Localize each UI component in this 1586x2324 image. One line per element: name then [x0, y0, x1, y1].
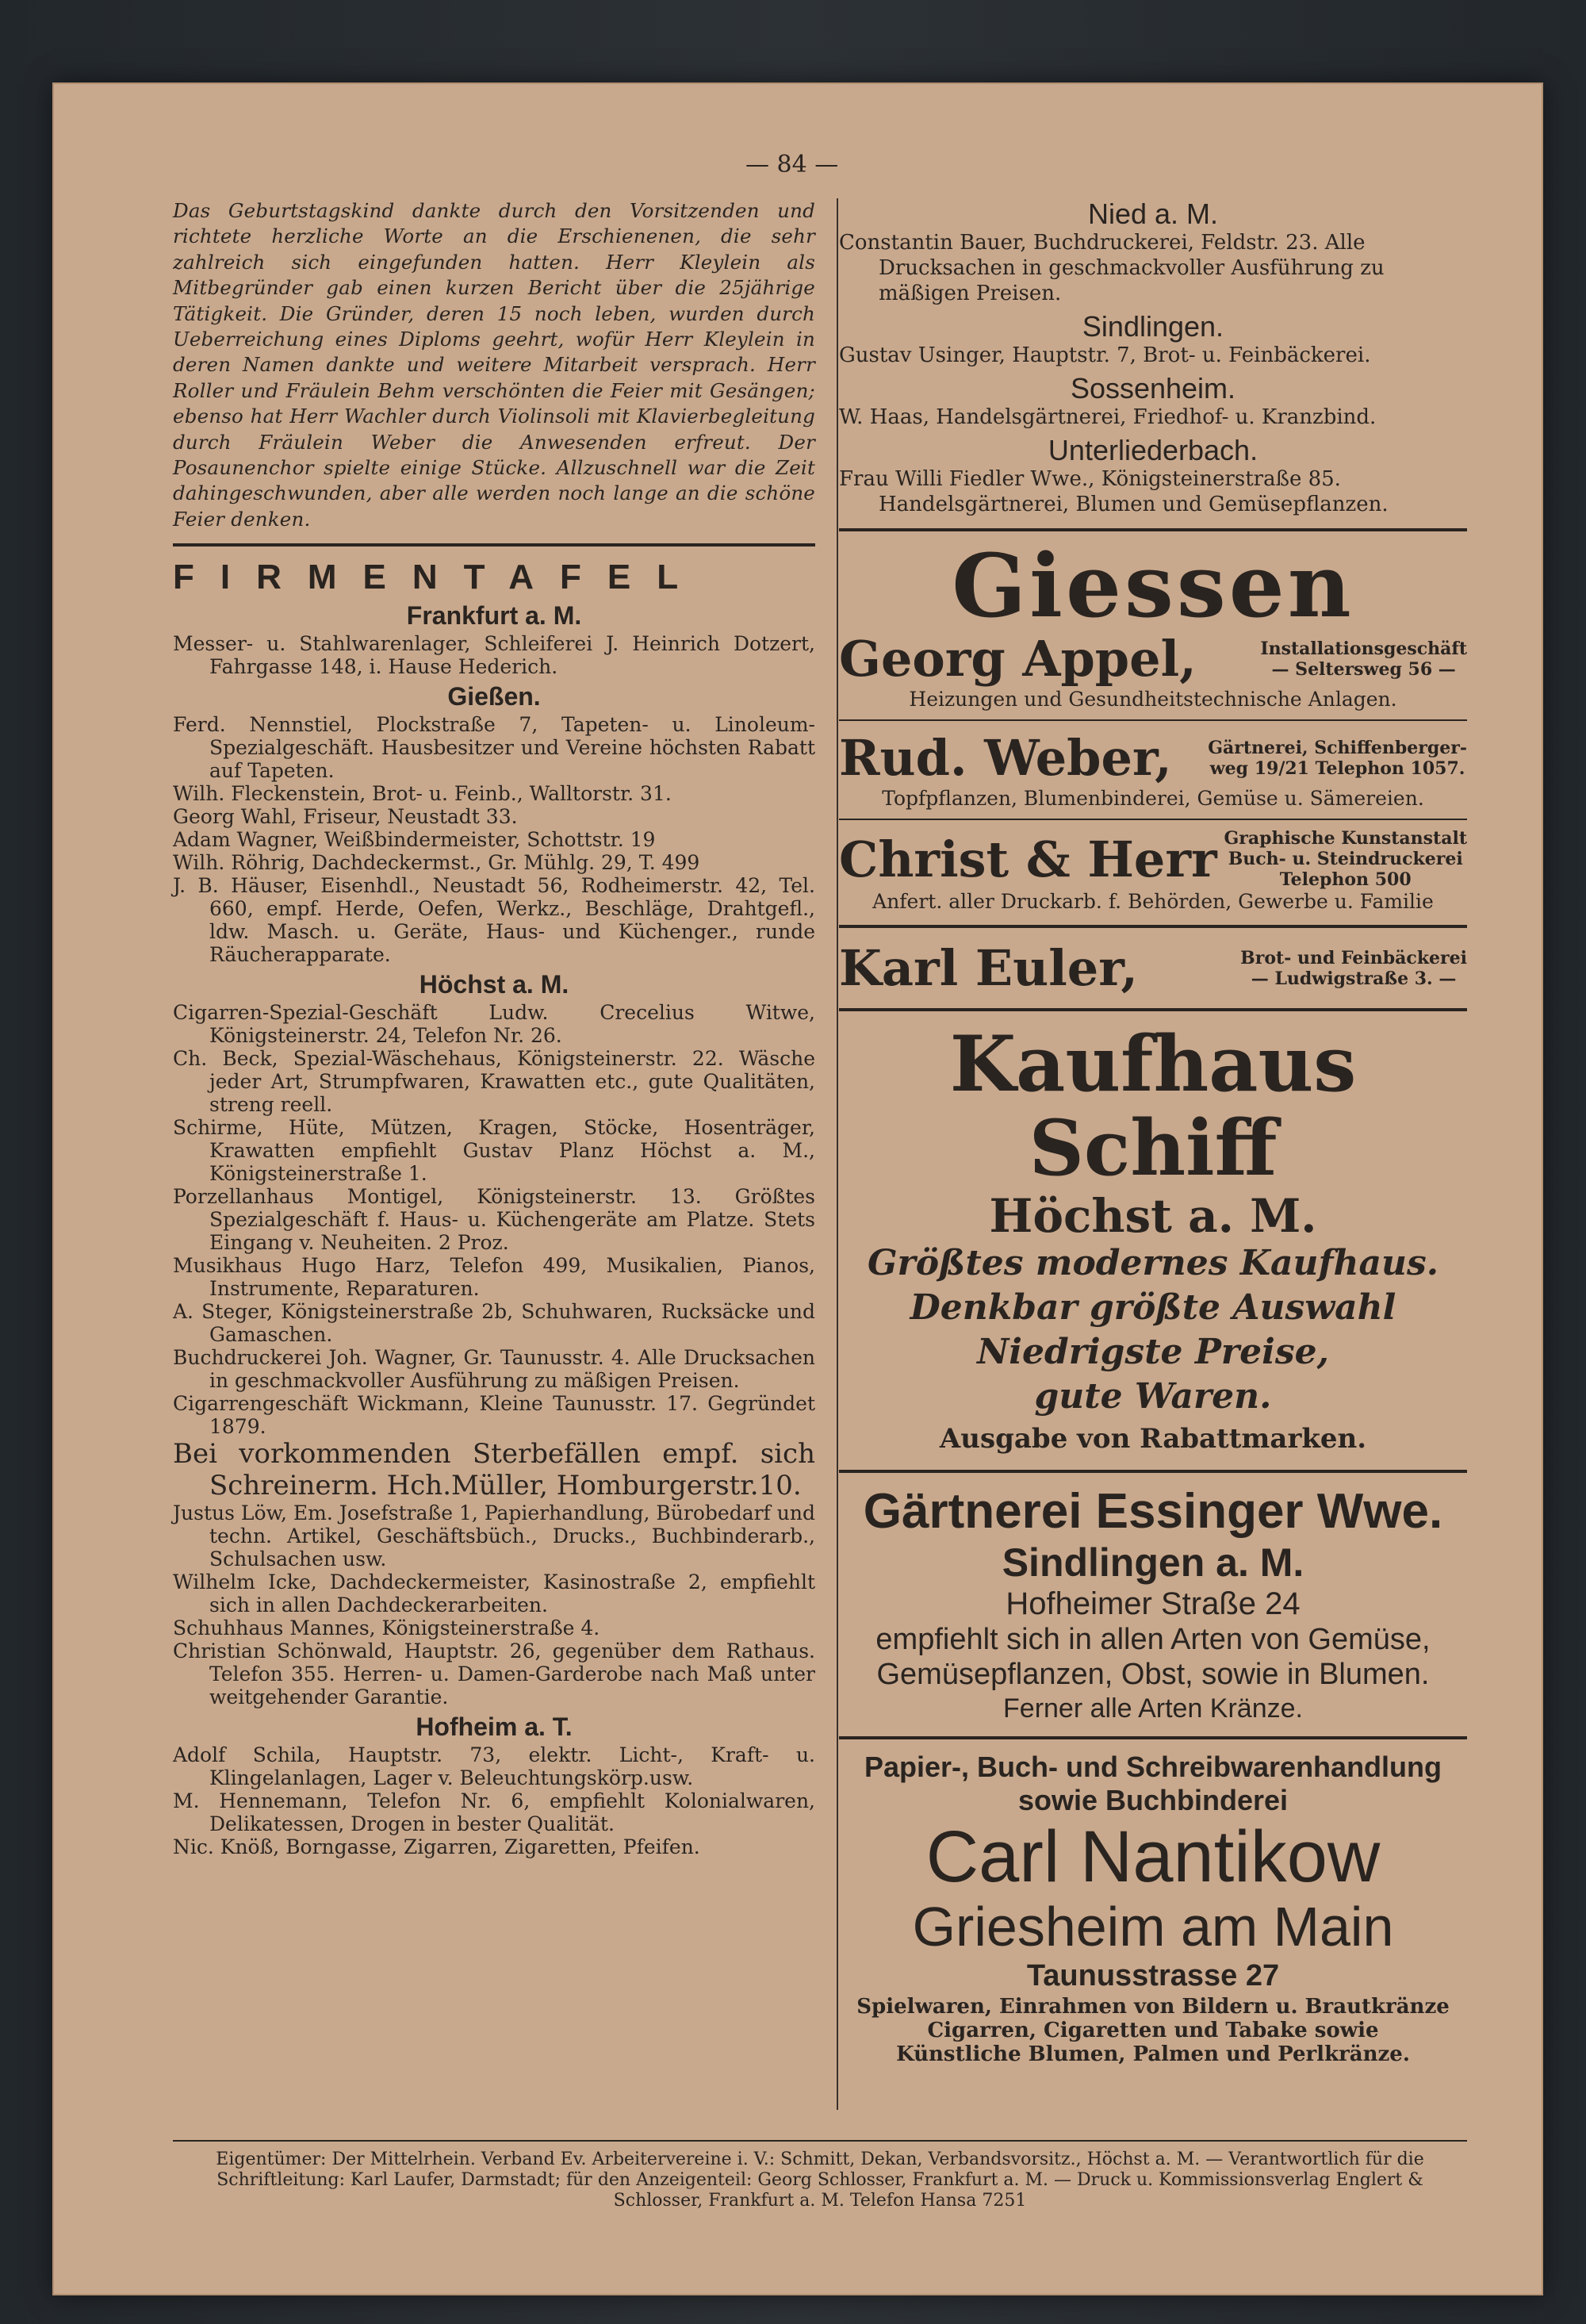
city-heading: Hofheim a. T.: [416, 1712, 573, 1742]
divider: [839, 1736, 1467, 1739]
list-item: Georg Wahl, Friseur, Neustadt 33.: [173, 805, 518, 829]
kaufhaus-line-2: Denkbar größte Auswahl: [910, 1287, 1396, 1328]
column-divider: [837, 198, 838, 2110]
kaufhaus-title: Kaufhaus Schiff: [949, 1019, 1357, 1193]
christ-side: [1224, 828, 1467, 890]
kaufhaus-line-1: Größtes modernes Kaufhaus.: [867, 1243, 1439, 1283]
footer-imprint: [173, 2132, 1467, 2211]
nantikow-line-3: Spielwaren, Einrahmen von Bildern u. Brautkränze: [856, 1995, 1450, 2019]
euler-name: Karl Euler,: [839, 939, 1138, 997]
city-heading: Sindlingen.: [1082, 310, 1224, 343]
firmentafel-heading: FIRMENTAFEL: [173, 558, 705, 597]
list-item: Cigarrengeschäft Wickmann, Kleine Taunusstr. 17. Gegründet 1879.: [173, 1392, 815, 1439]
nantikow-ad: [839, 1751, 1467, 2066]
city-heading: Gießen.: [447, 682, 541, 711]
city-heading: Sossenheim.: [1070, 372, 1236, 405]
euler-side: [1240, 948, 1467, 989]
city-heading: Unterliederbach.: [1048, 434, 1258, 466]
intro-paragraph: Das Geburtstagskind dankte durch den Vorsitzenden und richtete herzliche Worte an die Erschienenen, die sehr zahlreich sich eingefunden hatten. Herr Kleylein als Mitbegründer gab einen kurzen Bericht über die 25jährige Tätigkeit. Die Gründer, deren 15 noch leben, wurden durch Ueberreichung eines Diploms geehrt, wofür Herr Kleylein in deren Namen dankte und weitere Mitarbeit versprach. Herr Roller und Fräulein Behm verschönten die Feier mit Gesängen; ebenso hat Herr Wachler durch Violinsoli mit Klavierbegleitung durch Fräulein Weber die Anwesenden erfreut. Der Posaunenchor spielte einige Stücke. Allzuschnell war die Zeit dahingeschwunden, aber alle werden noch lange an die schöne Feier denken.: [173, 199, 815, 531]
appel-side-1: Installationsgeschäft: [1260, 638, 1467, 659]
list-item: Schirme, Hüte, Mützen, Kragen, Stöcke, Hosenträger, Krawatten empfiehlt Gustav Planz Höchst a. M., Königsteinerstraße 1.: [173, 1116, 815, 1186]
divider: [839, 1008, 1467, 1011]
nantikow-line-1: Papier-, Buch- und Schreibwarenhandlung: [864, 1751, 1442, 1783]
weber-ad: [839, 729, 1467, 811]
weber-side: [1208, 738, 1467, 779]
list-item: Adam Wagner, Weißbindermeister, Schottstr. 19: [173, 828, 656, 852]
left-column: [173, 198, 815, 1858]
kaufhaus-line-3: Niedrigste Preise,: [977, 1332, 1329, 1372]
list-item: M. Hennemann, Telefon Nr. 6, empfiehlt Kolonialwaren, Delikatessen, Drogen in bester Qualität.: [173, 1789, 815, 1836]
divider: [839, 719, 1467, 721]
essinger-street: Hofheimer Straße 24: [1006, 1586, 1301, 1621]
weber-side-1: Gärtnerei, Schiffenberger-: [1208, 737, 1467, 758]
list-item: Porzellanhaus Montigel, Königsteinerstr. 13. Größtes Spezialgeschäft f. Haus- u. Küchengeräte am Platze. Stets Eingang v. Neuheiten. 2 Proz.: [173, 1185, 815, 1255]
right-column: [839, 198, 1467, 2066]
list-item: W. Haas, Handelsgärtnerei, Friedhof- u. Kranzbind.: [839, 405, 1377, 429]
giessen-title: Giessen: [952, 535, 1354, 637]
appel-side-2: — Seltersweg 56 —: [1271, 658, 1456, 680]
christ-ad: [839, 828, 1467, 914]
list-item: Wilh. Fleckenstein, Brot- u. Feinb., Walltorstr. 31.: [173, 782, 672, 806]
nantikow-street: Taunusstrasse 27: [1026, 1959, 1280, 1992]
christ-side-2: Buch- u. Steindruckerei: [1228, 849, 1463, 869]
weber-side-2: weg 19/21 Telephon 1057.: [1209, 757, 1465, 779]
divider: [173, 543, 815, 546]
essinger-line-2: Gemüsepflanzen, Obst, sowie in Blumen.: [876, 1658, 1430, 1691]
nantikow-city: Griesheim am Main: [912, 1896, 1394, 1958]
list-item: Musikhaus Hugo Harz, Telefon 499, Musikalien, Pianos, Instrumente, Reparaturen.: [173, 1254, 815, 1301]
list-item: Adolf Schila, Hauptstr. 73, elektr. Licht-, Kraft- u. Klingelanlagen, Lager v. Beleuchtungskörp.usw.: [173, 1743, 815, 1790]
euler-side-2: — Ludwigstraße 3. —: [1251, 968, 1457, 989]
list-item: Messer- u. Stahlwarenlager, Schleiferei J. Heinrich Dotzert, Fahrgasse 148, i. Hause Hederich.: [173, 632, 815, 679]
list-item: Gustav Usinger, Hauptstr. 7, Brot- u. Feinbäckerei.: [839, 343, 1371, 367]
list-item: J. B. Häuser, Eisenhdl., Neustadt 56, Rodheimerstr. 42, Tel. 660, empf. Herde, Oefen, Werkz., Beschläge, Drahtgefl., ldw. Masch. u. Geräte, Haus- und Küchenger., runde Räucherapparate.: [173, 874, 815, 967]
kaufhaus-line-5: Ausgabe von Rabattmarken.: [939, 1423, 1367, 1455]
giessen-ad-block: [839, 535, 1467, 711]
city-heading: Frankfurt a. M.: [406, 601, 582, 631]
list-item: Wilhelm Icke, Dachdeckermeister, Kasinostraße 2, empfiehlt sich in allen Dachdeckerarbeiten.: [173, 1570, 815, 1617]
list-item: Cigarren-Spezial-Geschäft Ludw. Crecelius Witwe, Königsteinerstr. 24, Telefon Nr. 26.: [173, 1001, 815, 1048]
nantikow-name: Carl Nantikow: [925, 1816, 1381, 1897]
city-heading: Nied a. M.: [1087, 198, 1219, 230]
essinger-line-3: Ferner alle Arten Kränze.: [1003, 1693, 1303, 1724]
list-item: Nic. Knöß, Borngasse, Zigarren, Zigaretten, Pfeifen.: [173, 1835, 700, 1859]
list-item: Ch. Beck, Spezial-Wäschehaus, Königsteinerstr. 22. Wäsche jeder Art, Strumpfwaren, Krawatten etc., gute Qualitäten, streng reell.: [173, 1047, 815, 1117]
divider: [839, 528, 1467, 531]
euler-side-1: Brot- und Feinbäckerei: [1240, 947, 1467, 968]
sterbefaelle-notice: Bei vorkommenden Sterbefällen empf. sich Schreinerm. Hch.Müller, Homburgerstr.10.: [173, 1438, 815, 1502]
christ-line: Anfert. aller Druckarb. f. Behörden, Gewerbe u. Familie: [872, 890, 1434, 913]
divider: [839, 925, 1467, 928]
kaufhaus-ad: [839, 1019, 1467, 1459]
nantikow-line-4: Cigarren, Cigaretten und Tabake sowie: [927, 2019, 1379, 2042]
appel-ad: [839, 630, 1467, 688]
weber-name: Rud. Weber,: [839, 729, 1172, 787]
kaufhaus-city: Höchst a. M.: [989, 1189, 1317, 1243]
list-item: Justus Löw, Em. Josefstraße 1, Papierhandlung, Bürobedarf und techn. Artikel, Geschäftsbüch., Drucks., Buchbinderarb., Schulsachen usw.: [173, 1501, 815, 1571]
list-item: Constantin Bauer, Buchdruckerei, Feldstr. 23. Alle Drucksachen in geschmackvoller Ausführung zu mäßigen Preisen.: [839, 231, 1385, 305]
essinger-line-1: empfiehlt sich in allen Arten von Gemüse,: [875, 1623, 1431, 1656]
weber-line: Topfpflanzen, Blumenbinderei, Gemüse u. Sämereien.: [882, 787, 1424, 810]
christ-side-3: Telephon 500: [1279, 869, 1412, 890]
essinger-ad: [839, 1484, 1467, 1725]
page-number: — 84 —: [745, 151, 839, 178]
divider: [839, 819, 1467, 820]
list-item: Christian Schönwald, Hauptstr. 26, gegenüber dem Rathaus. Telefon 355. Herren- u. Damen-Garderobe nach Maß unter weitgehender Garantie.: [173, 1639, 815, 1709]
nantikow-line-5: Künstliche Blumen, Palmen und Perlkränze.: [896, 2042, 1410, 2066]
footer-text: Eigentümer: Der Mittelrhein. Verband Ev. Arbeitervereine i. V.: Schmitt, Dekan, Verbandsvorsitz., Höchst a. M. — Verantwortlich für die Schriftleitung: Karl Laufer, Darmstadt; für den Anzeigenteil: Georg Schlosser, Frankfurt a. M. — Druck u. Kommissionsverlag Englert & Schlosser, Frankfurt a. M. Telefon Hansa 7251: [216, 2150, 1424, 2211]
list-item: Frau Willi Fiedler Wwe., Königsteinerstraße 85. Handelsgärtnerei, Blumen und Gemüsepflanzen.: [839, 467, 1389, 516]
list-item: Buchdruckerei Joh. Wagner, Gr. Taunusstr. 4. Alle Drucksachen in geschmackvoller Ausführung zu mäßigen Preisen.: [173, 1346, 815, 1393]
essinger-title: Gärtnerei Essinger Wwe.: [863, 1484, 1443, 1539]
appel-name: Georg Appel,: [839, 630, 1197, 688]
footer-rule: [173, 2140, 1467, 2142]
city-heading: Höchst a. M.: [419, 970, 569, 999]
euler-ad: [839, 939, 1467, 997]
list-item: Wilh. Röhrig, Dachdeckermst., Gr. Mühlg. 29, T. 499: [173, 851, 700, 875]
list-item: Schuhhaus Mannes, Königsteinerstraße 4.: [173, 1616, 600, 1640]
kaufhaus-line-4: gute Waren.: [1034, 1376, 1272, 1417]
list-item: Ferd. Nennstiel, Plockstraße 7, Tapeten- u. Linoleum-Spezialgeschäft. Hausbesitzer und Vereine höchsten Rabatt auf Tapeten.: [173, 713, 815, 783]
christ-name: Christ & Herr: [839, 830, 1217, 888]
appel-line: Heizungen und Gesundheitstechnische Anlagen.: [909, 688, 1397, 711]
essinger-city: Sindlingen a. M.: [1002, 1540, 1304, 1585]
divider: [839, 1470, 1467, 1473]
appel-side: [1260, 639, 1467, 680]
christ-side-1: Graphische Kunstanstalt: [1224, 828, 1467, 849]
nantikow-line-2: sowie Buchbinderei: [1017, 1784, 1289, 1816]
list-item: A. Steger, Königsteinerstraße 2b, Schuhwaren, Rucksäcke und Gamaschen.: [173, 1300, 815, 1347]
